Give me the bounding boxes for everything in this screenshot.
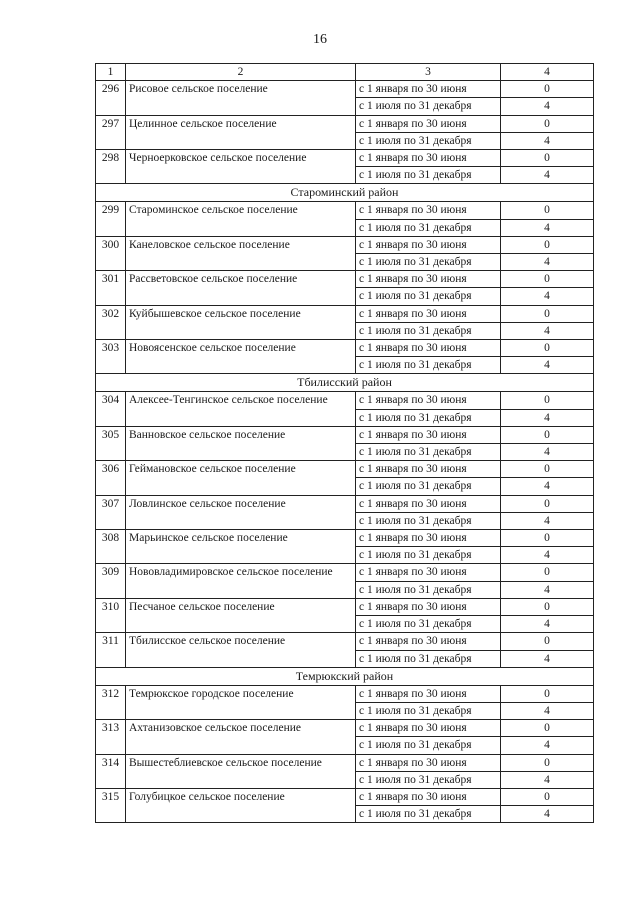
row-number: 310 xyxy=(96,598,126,632)
period-cell: с 1 июля по 31 декабря xyxy=(356,322,501,339)
period-cell: с 1 июля по 31 декабря xyxy=(356,806,501,823)
period-cell: с 1 января по 30 июня xyxy=(356,720,501,737)
table-header-row xyxy=(96,64,594,81)
settlement-name: Староминское сельское поселение xyxy=(126,202,356,236)
settlement-name: Черноерковское сельское поселение xyxy=(126,150,356,184)
value-cell: 0 xyxy=(501,340,594,357)
period-cell: с 1 января по 30 июня xyxy=(356,598,501,615)
period-cell: с 1 января по 30 июня xyxy=(356,685,501,702)
period-cell: с 1 июля по 31 декабря xyxy=(356,219,501,236)
value-cell: 0 xyxy=(501,236,594,253)
table-row xyxy=(96,720,594,737)
table-row xyxy=(96,788,594,805)
row-number: 314 xyxy=(96,754,126,788)
value-cell: 4 xyxy=(501,650,594,667)
value-cell: 4 xyxy=(501,167,594,184)
settlement-name: Алексее-Тенгинское сельское поселение xyxy=(126,392,356,426)
page-number: 16 xyxy=(313,32,327,47)
value-cell: 0 xyxy=(501,633,594,650)
value-cell: 4 xyxy=(501,444,594,461)
value-cell: 4 xyxy=(501,322,594,339)
value-cell: 0 xyxy=(501,685,594,702)
settlement-name: Голубицкое сельское поселение xyxy=(126,788,356,822)
settlement-name: Марьинское сельское поселение xyxy=(126,530,356,564)
period-cell: с 1 июля по 31 декабря xyxy=(356,771,501,788)
period-cell: с 1 января по 30 июня xyxy=(356,788,501,805)
header-cell: 2 xyxy=(126,64,356,81)
row-number: 304 xyxy=(96,392,126,426)
settlement-name: Рассветовское сельское поселение xyxy=(126,271,356,305)
settlement-name: Геймановское сельское поселение xyxy=(126,461,356,495)
row-number: 311 xyxy=(96,633,126,667)
value-cell: 4 xyxy=(501,806,594,823)
table-row xyxy=(96,340,594,357)
settlements-table xyxy=(95,63,594,823)
period-cell: с 1 июля по 31 декабря xyxy=(356,132,501,149)
period-cell: с 1 января по 30 июня xyxy=(356,271,501,288)
value-cell: 4 xyxy=(501,581,594,598)
period-cell: с 1 января по 30 июня xyxy=(356,754,501,771)
settlement-name: Нововладимировское сельское поселение xyxy=(126,564,356,598)
value-cell: 0 xyxy=(501,754,594,771)
table-row xyxy=(96,426,594,443)
row-number: 307 xyxy=(96,495,126,529)
value-cell: 4 xyxy=(501,357,594,374)
header-cell: 4 xyxy=(501,64,594,81)
value-cell: 0 xyxy=(501,720,594,737)
district-row xyxy=(96,184,594,202)
header-cell: 1 xyxy=(96,64,126,81)
table-row xyxy=(96,461,594,478)
table-row xyxy=(96,202,594,219)
table-row xyxy=(96,685,594,702)
period-cell: с 1 января по 30 июня xyxy=(356,340,501,357)
row-number: 309 xyxy=(96,564,126,598)
period-cell: с 1 января по 30 июня xyxy=(356,564,501,581)
value-cell: 4 xyxy=(501,616,594,633)
table-row xyxy=(96,81,594,98)
table-row xyxy=(96,754,594,771)
table-row xyxy=(96,564,594,581)
settlement-name: Новоясенское сельское поселение xyxy=(126,340,356,374)
row-number: 315 xyxy=(96,788,126,822)
value-cell: 4 xyxy=(501,547,594,564)
settlement-name: Куйбышевское сельское поселение xyxy=(126,305,356,339)
value-cell: 4 xyxy=(501,512,594,529)
value-cell: 0 xyxy=(501,115,594,132)
row-number: 313 xyxy=(96,720,126,754)
settlement-name: Темрюкское городское поселение xyxy=(126,685,356,719)
settlement-name: Канеловское сельское поселение xyxy=(126,236,356,270)
table-row xyxy=(96,115,594,132)
period-cell: с 1 июля по 31 декабря xyxy=(356,98,501,115)
period-cell: с 1 июля по 31 декабря xyxy=(356,547,501,564)
value-cell: 0 xyxy=(501,598,594,615)
row-number: 306 xyxy=(96,461,126,495)
value-cell: 0 xyxy=(501,150,594,167)
row-number: 298 xyxy=(96,150,126,184)
settlement-name: Целинное сельское поселение xyxy=(126,115,356,149)
settlement-name: Ахтанизовское сельское поселение xyxy=(126,720,356,754)
table-row xyxy=(96,150,594,167)
value-cell: 0 xyxy=(501,81,594,98)
period-cell: с 1 июля по 31 декабря xyxy=(356,702,501,719)
settlement-name: Песчаное сельское поселение xyxy=(126,598,356,632)
period-cell: с 1 января по 30 июня xyxy=(356,305,501,322)
period-cell: с 1 января по 30 июня xyxy=(356,461,501,478)
period-cell: с 1 января по 30 июня xyxy=(356,236,501,253)
settlement-name: Рисовое сельское поселение xyxy=(126,81,356,115)
district-name: Темрюкский район xyxy=(96,667,594,685)
period-cell: с 1 июля по 31 декабря xyxy=(356,254,501,271)
value-cell: 0 xyxy=(501,495,594,512)
row-number: 299 xyxy=(96,202,126,236)
value-cell: 4 xyxy=(501,98,594,115)
period-cell: с 1 января по 30 июня xyxy=(356,426,501,443)
period-cell: с 1 июля по 31 декабря xyxy=(356,167,501,184)
value-cell: 0 xyxy=(501,202,594,219)
row-number: 297 xyxy=(96,115,126,149)
period-cell: с 1 июля по 31 декабря xyxy=(356,737,501,754)
period-cell: с 1 июля по 31 декабря xyxy=(356,288,501,305)
value-cell: 4 xyxy=(501,254,594,271)
table-row xyxy=(96,633,594,650)
value-cell: 0 xyxy=(501,461,594,478)
district-row xyxy=(96,667,594,685)
table-row xyxy=(96,236,594,253)
value-cell: 4 xyxy=(501,409,594,426)
table-body xyxy=(96,64,594,823)
value-cell: 0 xyxy=(501,271,594,288)
value-cell: 0 xyxy=(501,564,594,581)
table-row xyxy=(96,530,594,547)
value-cell: 4 xyxy=(501,771,594,788)
period-cell: с 1 июля по 31 декабря xyxy=(356,357,501,374)
row-number: 301 xyxy=(96,271,126,305)
period-cell: с 1 января по 30 июня xyxy=(356,495,501,512)
row-number: 300 xyxy=(96,236,126,270)
table-row xyxy=(96,392,594,409)
period-cell: с 1 января по 30 июня xyxy=(356,81,501,98)
period-cell: с 1 июля по 31 декабря xyxy=(356,444,501,461)
value-cell: 4 xyxy=(501,702,594,719)
district-row xyxy=(96,374,594,392)
value-cell: 4 xyxy=(501,288,594,305)
value-cell: 0 xyxy=(501,426,594,443)
settlement-name: Вышестеблиевское сельское поселение xyxy=(126,754,356,788)
table-row xyxy=(96,598,594,615)
value-cell: 4 xyxy=(501,737,594,754)
period-cell: с 1 января по 30 июня xyxy=(356,530,501,547)
district-name: Тбилисский район xyxy=(96,374,594,392)
value-cell: 0 xyxy=(501,305,594,322)
period-cell: с 1 января по 30 июня xyxy=(356,392,501,409)
district-name: Староминский район xyxy=(96,184,594,202)
period-cell: с 1 июля по 31 декабря xyxy=(356,478,501,495)
row-number: 302 xyxy=(96,305,126,339)
table-row xyxy=(96,495,594,512)
row-number: 303 xyxy=(96,340,126,374)
value-cell: 0 xyxy=(501,530,594,547)
row-number: 296 xyxy=(96,81,126,115)
period-cell: с 1 января по 30 июня xyxy=(356,115,501,132)
period-cell: с 1 января по 30 июня xyxy=(356,633,501,650)
period-cell: с 1 июля по 31 декабря xyxy=(356,512,501,529)
value-cell: 4 xyxy=(501,132,594,149)
row-number: 312 xyxy=(96,685,126,719)
row-number: 305 xyxy=(96,426,126,460)
settlement-name: Ванновское сельское поселение xyxy=(126,426,356,460)
value-cell: 4 xyxy=(501,478,594,495)
settlement-name: Тбилисское сельское поселение xyxy=(126,633,356,667)
header-cell: 3 xyxy=(356,64,501,81)
table-row xyxy=(96,271,594,288)
value-cell: 0 xyxy=(501,392,594,409)
row-number: 308 xyxy=(96,530,126,564)
value-cell: 0 xyxy=(501,788,594,805)
period-cell: с 1 июля по 31 декабря xyxy=(356,581,501,598)
table-row xyxy=(96,305,594,322)
period-cell: с 1 января по 30 июня xyxy=(356,150,501,167)
period-cell: с 1 июля по 31 декабря xyxy=(356,409,501,426)
value-cell: 4 xyxy=(501,219,594,236)
period-cell: с 1 июля по 31 декабря xyxy=(356,650,501,667)
period-cell: с 1 января по 30 июня xyxy=(356,202,501,219)
period-cell: с 1 июля по 31 декабря xyxy=(356,616,501,633)
settlement-name: Ловлинское сельское поселение xyxy=(126,495,356,529)
